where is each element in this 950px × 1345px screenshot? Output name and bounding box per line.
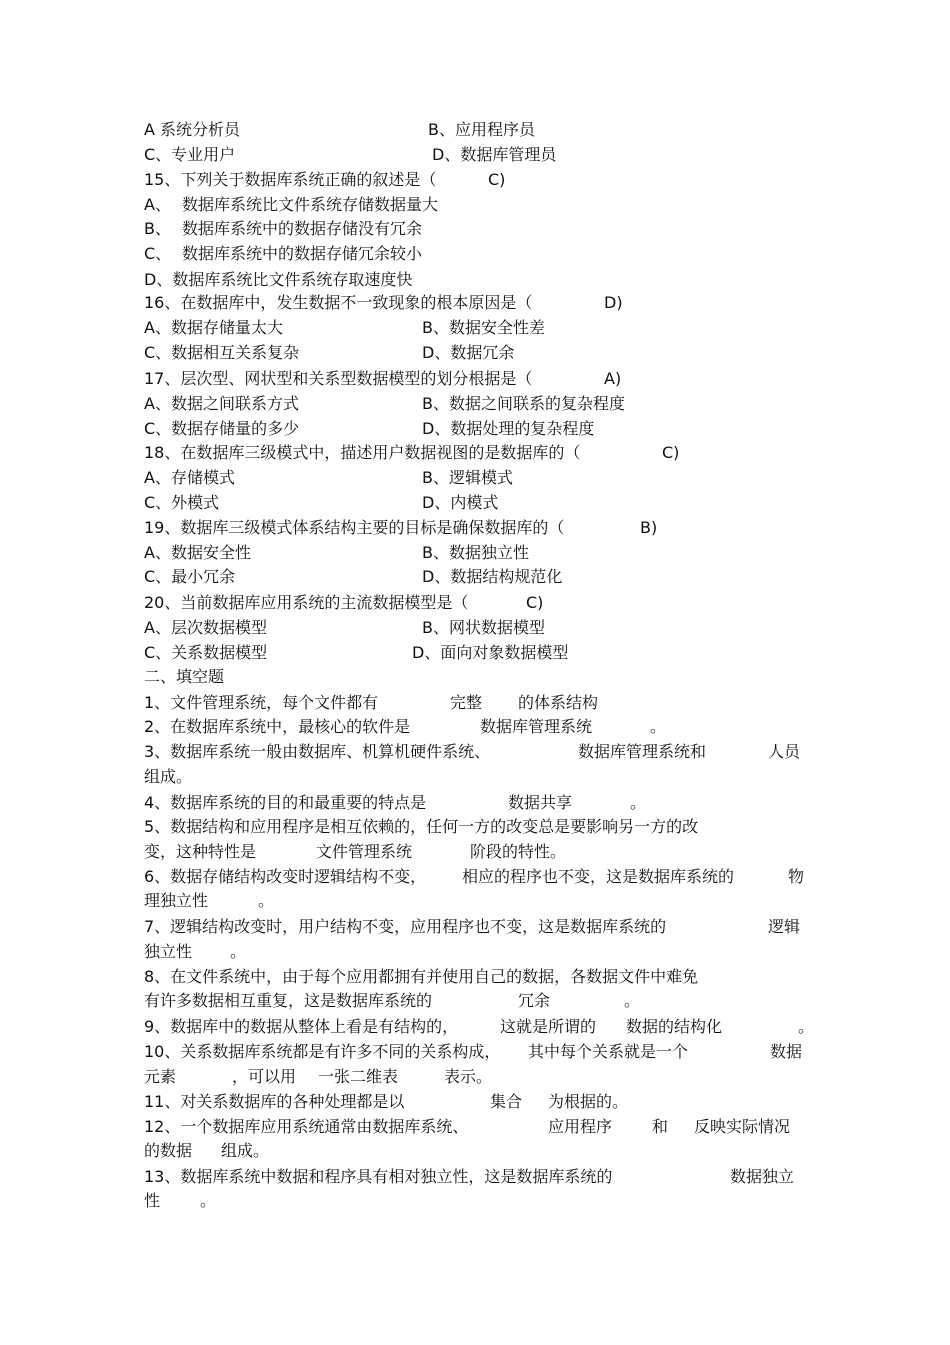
text-segment: 数据独立 (730, 1167, 795, 1186)
text-segment: ，可以用 (232, 1067, 297, 1086)
text-segment: C、数据存储量的多少 (144, 419, 300, 438)
text-segment: 数据的结构化 (626, 1017, 723, 1036)
text-segment: D、数据库系统比文件系统存取速度快 (144, 270, 413, 289)
text-segment: 一张二维表 (318, 1067, 399, 1086)
text-segment: 文件管理系统 (316, 842, 413, 861)
text-segment: C、数据相互关系复杂 (144, 343, 300, 362)
text-segment: A、数据存储量太大 (144, 318, 283, 337)
text-segment: 这就是所谓的 (500, 1017, 597, 1036)
text-segment: B、数据安全性差 (422, 318, 545, 337)
text-segment: 数据库系统中的数据存储冗余较小 (182, 244, 423, 263)
text-segment: 相应的程序也不变，这是数据库系统的 (462, 867, 735, 886)
text-segment: 元素 (144, 1067, 177, 1086)
text-segment: 16、在数据库中，发生数据不一致现象的根本原因是（ (144, 293, 533, 312)
text-segment: B、 (144, 219, 171, 238)
text-segment: 数据库管理系统 (480, 717, 593, 736)
text-segment: A、存储模式 (144, 468, 235, 487)
text-segment: 1、文件管理系统，每个文件都有 (144, 693, 379, 712)
text-segment: 13、数据库系统中数据和程序具有相对独立性，这是数据库系统的 (144, 1167, 613, 1186)
text-segment: 12、一个数据库应用系统通常由数据库系统、 (144, 1117, 469, 1136)
text-segment: 反映实际情况 (694, 1117, 791, 1136)
text-segment: 2、在数据库系统中，最核心的软件是 (144, 717, 411, 736)
text-segment: B、数据独立性 (422, 543, 529, 562)
text-segment: 集合 (490, 1092, 523, 1111)
text-segment: B、数据之间联系的复杂程度 (422, 394, 625, 413)
text-segment: 数据库系统比文件系统存储数据量大 (182, 195, 439, 214)
text-segment: 组成。 (144, 767, 193, 786)
text-segment: 15、下列关于数据库系统正确的叙述是（ (144, 170, 437, 189)
text-segment: C) (526, 593, 544, 612)
text-segment: C、 (144, 244, 172, 263)
text-segment: 阶段的特性。 (470, 842, 567, 861)
text-segment: 物 (788, 867, 805, 886)
text-segment: 17、层次型、网状型和关系型数据模型的划分根据是（ (144, 369, 533, 388)
text-segment: 。 (650, 717, 667, 736)
text-segment: 变，这种特性是 (144, 842, 257, 861)
text-segment: 19、数据库三级模式体系结构主要的目标是确保数据库的（ (144, 518, 565, 537)
text-segment: 有许多数据相互重复，这是数据库系统的 (144, 991, 433, 1010)
text-segment: 18、在数据库三级模式中，描述用户数据视图的是数据库的（ (144, 443, 581, 462)
text-segment: 3、数据库系统一般由数据库、机算机硬件系统、 (144, 742, 491, 761)
text-segment: 其中每个关系就是一个 (528, 1042, 689, 1061)
text-segment: 7、逻辑结构改变时，用户结构不变，应用程序也不变，这是数据库系统的 (144, 917, 667, 936)
text-segment: C、外模式 (144, 493, 220, 512)
text-segment: 数据 (770, 1042, 803, 1061)
text-segment: 。 (200, 1191, 217, 1210)
text-segment: 独立性 (144, 942, 193, 961)
text-segment: C、关系数据模型 (144, 643, 268, 662)
text-segment: 。 (258, 891, 275, 910)
text-segment: 数据库管理系统和 (578, 742, 707, 761)
text-segment: C) (488, 170, 506, 189)
text-segment: 。 (230, 942, 247, 961)
text-segment: A、 (144, 195, 171, 214)
text-segment: A、数据安全性 (144, 543, 251, 562)
text-segment: B、网状数据模型 (422, 618, 545, 637)
text-segment: 为根据的。 (548, 1092, 629, 1111)
text-segment: 4、数据库系统的目的和最重要的特点是 (144, 793, 427, 812)
text-segment: 。 (798, 1017, 815, 1036)
text-segment: D、数据结构规范化 (422, 567, 563, 586)
text-segment: D、数据处理的复杂程度 (422, 419, 595, 438)
text-segment: A 系统分析员 (144, 120, 241, 139)
text-segment: D、面向对象数据模型 (412, 643, 569, 662)
text-segment: 性 (144, 1191, 161, 1210)
text-segment: 。 (630, 793, 647, 812)
text-segment: 11、对关系数据库的各种处理都是以 (144, 1092, 405, 1111)
text-segment: 9、数据库中的数据从整体上看是有结构的， (144, 1017, 459, 1036)
text-segment: 和 (652, 1117, 669, 1136)
text-segment: A) (604, 369, 622, 388)
text-segment: C) (662, 443, 680, 462)
text-segment: B、应用程序员 (428, 120, 535, 139)
text-segment: 20、当前数据库应用系统的主流数据模型是（ (144, 593, 469, 612)
text-segment: A、数据之间联系方式 (144, 394, 299, 413)
text-segment: 的体系结构 (518, 693, 599, 712)
text-segment: D、数据冗余 (422, 343, 515, 362)
text-segment: 表示。 (444, 1067, 493, 1086)
text-segment: 二、填空题 (144, 667, 225, 686)
text-segment: 。 (624, 991, 641, 1010)
text-segment: D、数据库管理员 (432, 145, 557, 164)
text-segment: 冗余 (518, 991, 551, 1010)
text-segment: B) (640, 518, 658, 537)
text-segment: 数据共享 (508, 793, 573, 812)
text-segment: 数据库系统中的数据存储没有冗余 (182, 219, 423, 238)
text-segment: D、内模式 (422, 493, 499, 512)
text-segment: 逻辑 (768, 917, 801, 936)
text-segment: 人员 (768, 742, 801, 761)
text-segment: 5、数据结构和应用程序是相互依赖的，任何一方的改变总是要影响另一方的改 (144, 817, 699, 836)
text-segment: 8、在文件系统中，由于每个应用都拥有并使用自己的数据，各数据文件中难免 (144, 967, 699, 986)
text-segment: C、最小冗余 (144, 567, 236, 586)
text-segment: 的数据 (144, 1141, 193, 1160)
text-segment: A、层次数据模型 (144, 618, 267, 637)
text-segment: 应用程序 (548, 1117, 613, 1136)
text-segment: 组成。 (221, 1141, 270, 1160)
text-segment: C、专业用户 (144, 145, 236, 164)
text-segment: 完整 (450, 693, 483, 712)
text-segment: 理独立性 (144, 891, 209, 910)
text-segment: D) (604, 293, 623, 312)
text-segment: 10、关系数据库系统都是有许多不同的关系构成， (144, 1042, 501, 1061)
text-segment: B、逻辑模式 (422, 468, 513, 487)
text-segment: 6、数据存储结构改变时逻辑结构不变， (144, 867, 427, 886)
